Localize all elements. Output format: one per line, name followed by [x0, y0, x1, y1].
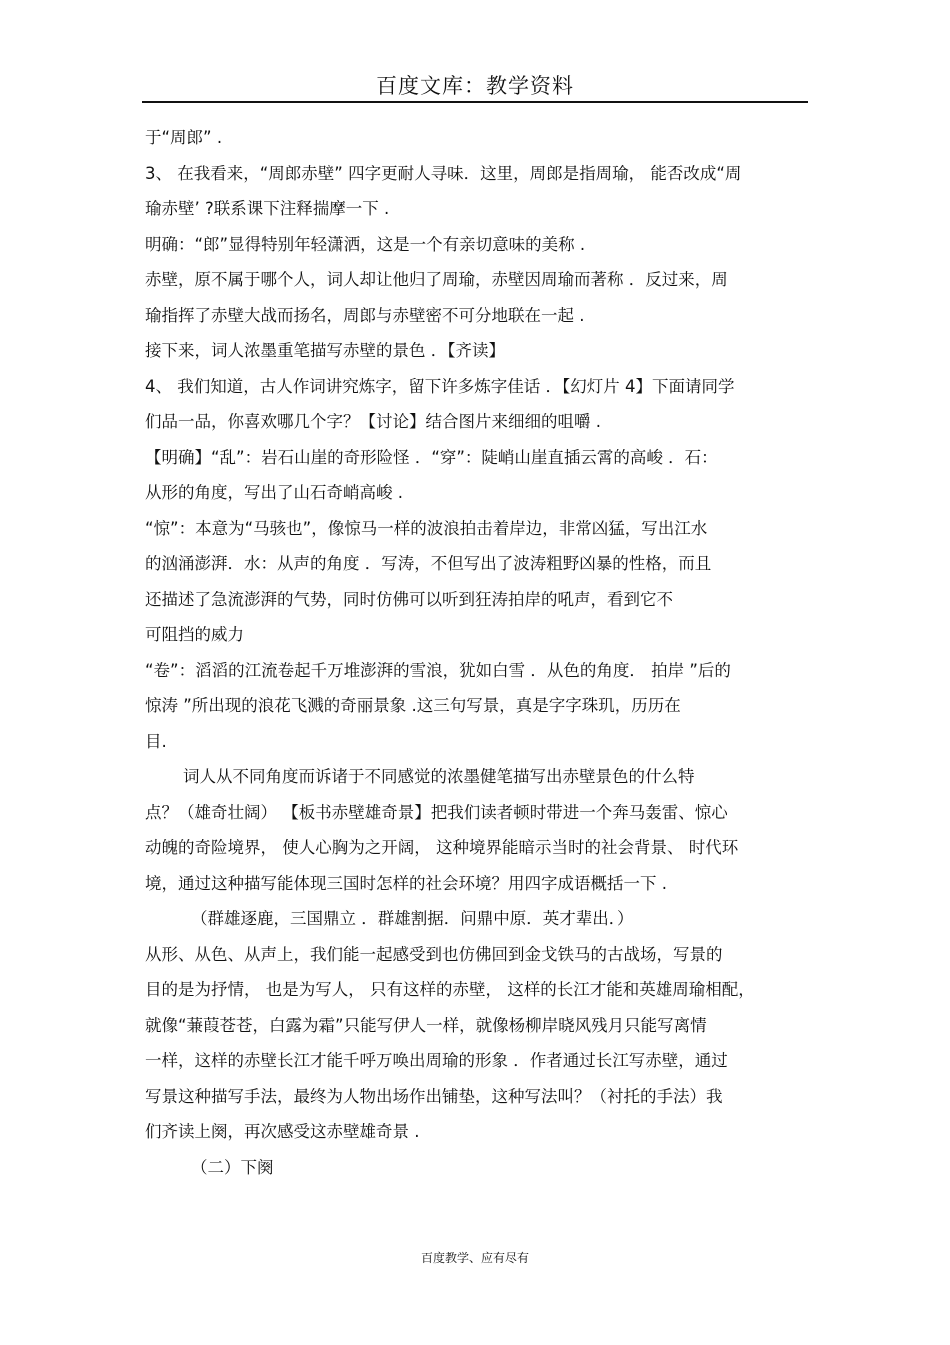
text-line: 的汹涌澎湃．水：从声的角度 ．写涛，不但写出了波涛粗野凶暴的性格，而且: [145, 554, 712, 573]
text-line: 动魄的奇险境界， 使人心胸为之开阔， 这种境界能暗示当时的社会背景、 时代环: [145, 838, 739, 857]
text-line: （群雄逐鹿，三国鼎立 ．群雄割据．问鼎中原．英才辈出．）: [191, 909, 634, 928]
text-line: 们品一品，你喜欢哪几个字？【讨论】结合图片来细细的咀嚼 .: [145, 412, 601, 431]
text-line: 于“周郎” .: [145, 128, 223, 147]
text-line: 目.: [145, 731, 167, 751]
text-line: 惊涛 ”所出现的浪花飞溅的奇丽景象 .这三句写景，真是字字珠玑，历历在: [145, 696, 681, 715]
page-footer: 百度教学、应有尽有: [420, 1251, 529, 1265]
header-divider: [142, 101, 808, 103]
text-line: 目的是为抒情， 也是为写人， 只有这样的赤壁， 这样的长江才能和英雄周瑜相配，: [145, 980, 755, 999]
text-line: 点？（雄奇壮阔） 【板书赤壁雄奇景】把我们读者顿时带进一个奔马轰雷、惊心: [145, 802, 728, 822]
text-line: 赤壁，原不属于哪个人，词人却让他归了周瑜，赤壁因周瑜而著称 ．反过来，周: [145, 270, 728, 289]
text-line: 3、 在我看来，“周郎赤壁” 四字更耐人寻味．这里，周郎是指周瑜， 能否改成“周: [145, 163, 742, 183]
text-line: 境，通过这种描写能体现三国时怎样的社会环境？用四字成语概括一下 .: [145, 873, 667, 893]
text-line: （二）下阕: [191, 1157, 274, 1177]
text-line: 一样，这样的赤壁长江才能千呼万唤出周瑜的形象 ．作者通过长江写赤壁，通过: [145, 1051, 728, 1070]
text-line: 瑜赤壁’ ?联系课下注释揣摩一下 .: [145, 199, 390, 218]
text-line: 明确：“郎”显得特别年轻潇洒，这是一个有亲切意味的美称 .: [145, 234, 586, 254]
text-line: 4、 我们知道，古人作词讲究炼字，留下许多炼字佳话 ．【幻灯片 4】下面请同学: [145, 376, 735, 396]
document-body: [145, 120, 810, 1185]
text-line: 从形的角度，写出了山石奇峭高峻 .: [145, 483, 403, 502]
text-line: 瑜指挥了赤壁大战而扬名，周郎与赤壁密不可分地联在一起 .: [145, 305, 585, 325]
text-line: 们齐读上阕，再次感受这赤壁雄奇景 .: [145, 1122, 420, 1141]
text-line: 【明确】“乱”：岩石山崖的奇形险怪 ．“穿”：陡峭山崖直插云霄的高峻 ．石：: [145, 447, 718, 467]
text-line: 接下来，词人浓墨重笔描写赤壁的景色 ．【齐读】: [145, 341, 505, 360]
text-line: 可阻挡的威力: [145, 625, 244, 644]
text-line: 还描述了急流澎湃的气势，同时仿佛可以听到狂涛拍岸的吼声，看到它不: [145, 589, 673, 609]
text-line: 写景这种描写手法，最终为人物出场作出铺垫，这种写法叫？（衬托的手法）我: [145, 1086, 723, 1106]
page-header-title: 百度文库：教学资料: [376, 74, 574, 98]
text-line: 词人从不同角度而诉诸于不同感觉的浓墨健笔描写出赤壁景色的什么特: [183, 767, 695, 786]
text-line: “卷”：滔滔的江流卷起千万堆澎湃的雪浪，犹如白雪 ．从色的角度． 拍岸 ”后的: [145, 660, 731, 680]
text-line: “惊”：本意为“马骇也”，像惊马一样的波浪拍击着岸边，非常凶猛，写出江水: [145, 518, 708, 538]
text-line: 就像“蒹葭苍苍，白露为霜”只能写伊人一样，就像杨柳岸晓风残月只能写离情: [145, 1015, 707, 1035]
text-line: 从形、从色、从声上，我们能一起感受到也仿佛回到金戈铁马的古战场，写景的: [145, 944, 723, 964]
